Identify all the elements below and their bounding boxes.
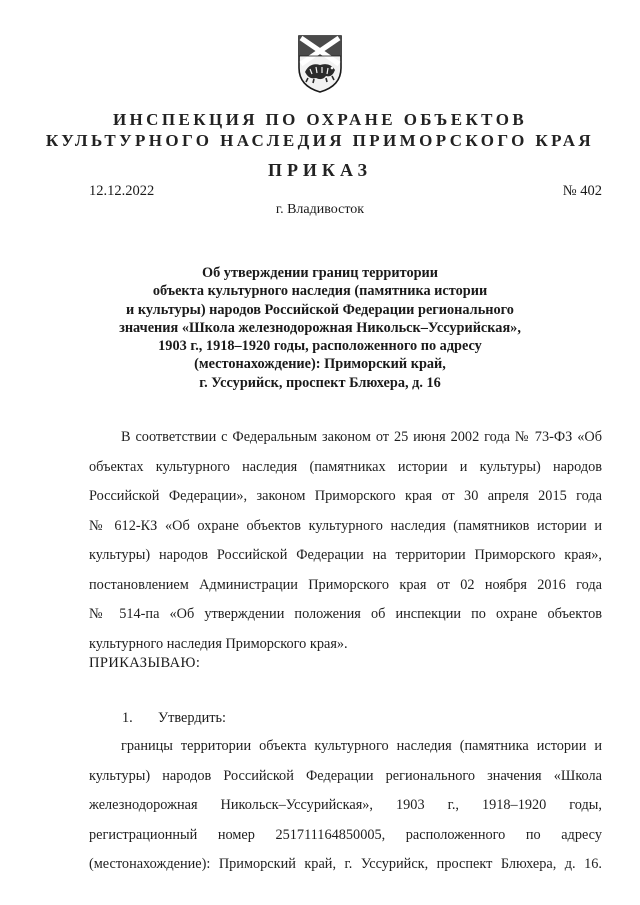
preamble-line: культуры) народов Российской Федерации на территории Приморского края», bbox=[89, 547, 602, 563]
preamble-line: № 514-па «Об утверждении положения об инспекции по охране объектов bbox=[89, 606, 602, 622]
item-1-label: Утвердить: bbox=[158, 710, 227, 726]
item-1-number: 1. bbox=[122, 710, 133, 726]
subject-line: 1903 г., 1918–1920 годы, расположенного по адресу bbox=[158, 338, 482, 355]
preamble-line: постановлением Администрации Приморского края от 02 ноября 2016 года bbox=[89, 576, 602, 593]
order-subject bbox=[100, 264, 540, 392]
subject-line: и культуры) народов Российской Федерации регионального bbox=[126, 301, 514, 318]
item-1-line: железнодорожная Никольск–Уссурийская», 1903 г., 1918–1920 годы, bbox=[89, 797, 602, 813]
subject-line: Об утверждении границ территории bbox=[201, 265, 439, 281]
preamble-paragraph bbox=[89, 423, 602, 659]
decree-word: ПРИКАЗЫВАЮ: bbox=[89, 655, 201, 671]
subject-line: значения «Школа железнодорожная Никольск–Уссурийская», bbox=[119, 319, 521, 336]
organization-name-line-1: ИНСПЕКЦИЯ ПО ОХРАНЕ ОБЪЕКТОВ bbox=[112, 110, 528, 129]
preamble-line: № 612-КЗ «Об охране объектов культурного наследия (памятников истории и bbox=[89, 517, 602, 534]
item-1-line: регистрационный номер 251711164850005, расположенного по адресу bbox=[89, 826, 602, 843]
document-type-title: ПРИКАЗ bbox=[267, 160, 373, 180]
preamble-line: Российской Федерации», законом Приморского края от 30 апреля 2015 года bbox=[89, 488, 602, 504]
order-number: № 402 bbox=[562, 183, 602, 199]
order-city: г. Владивосток bbox=[275, 202, 365, 217]
subject-line: г. Уссурийск, проспект Блюхера, д. 16 bbox=[199, 374, 441, 391]
organization-name-line-2: КУЛЬТУРНОГО НАСЛЕДИЯ ПРИМОРСКОГО КРАЯ bbox=[45, 131, 595, 150]
subject-line: (местонахождение): Приморский край, bbox=[194, 356, 446, 373]
item-1-line: культуры) народов Российской Федерации регионального значения «Школа bbox=[89, 767, 602, 784]
item-1-heading bbox=[122, 710, 226, 727]
item-1-paragraph bbox=[89, 732, 602, 880]
preamble-line: В соответствии с Федеральным законом от 25 июня 2002 года № 73-ФЗ «Об bbox=[121, 429, 602, 445]
item-1-line: (местонахождение): Приморский край, г. Уссурийск, проспект Блюхера, д. 16. bbox=[89, 856, 602, 872]
order-date: 12.12.2022 bbox=[89, 183, 155, 199]
preamble-line: объектах культурного наследия (памятниках истории и культуры) народов bbox=[89, 458, 602, 475]
preamble-line: культурного наследия Приморского края». bbox=[89, 635, 348, 652]
primorsky-krai-coat-of-arms-icon bbox=[296, 34, 344, 94]
item-1-line: границы территории объекта культурного наследия (памятника истории и bbox=[121, 738, 602, 754]
subject-line: объекта культурного наследия (памятника истории bbox=[152, 283, 488, 300]
